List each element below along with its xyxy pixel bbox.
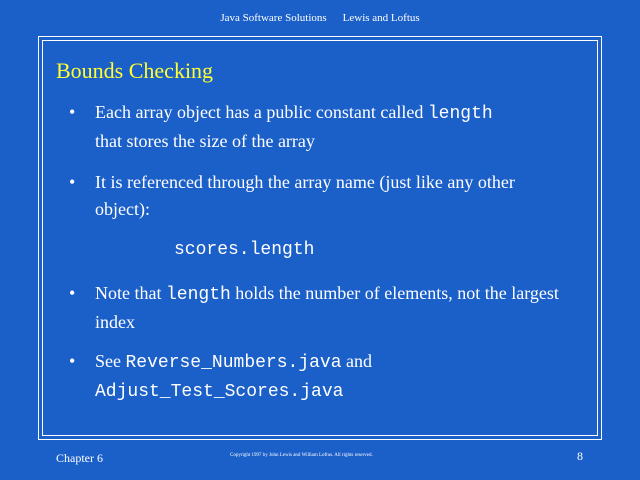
bullet-marker: • (69, 102, 76, 122)
authors: Lewis and Loftus (342, 12, 420, 24)
bullet-3-prefix: Note that (95, 283, 166, 303)
bullet-4-code-2: Adjust_Test_Scores.java (95, 382, 344, 402)
page-number: 8 (577, 449, 583, 463)
copyright-notice: Copyright 1997 by John Lewis and William Loftus. All rights reserved. (230, 453, 373, 458)
chapter-label: Chapter 6 (56, 451, 103, 465)
bullet-marker: • (69, 283, 76, 303)
bullet-4-prefix: See (95, 351, 126, 371)
bullet-item-3 (95, 280, 595, 336)
bullet-4-middle: and (341, 351, 373, 371)
bullet-3-code: length (165, 285, 231, 305)
slide-header (0, 12, 640, 24)
bullet-1-prefix: Each array object has a public constant called (95, 102, 428, 122)
slide-title: Bounds Checking (56, 58, 214, 83)
bullet-2-text: It is referenced through the array name (just like any other object): (95, 172, 515, 219)
bullet-item-1 (95, 99, 595, 155)
book-title: Java Software Solutions (220, 12, 327, 24)
bullet-item-4 (95, 348, 595, 406)
bullet-1-suffix: that stores the size of the array (95, 131, 315, 151)
bullet-marker: • (69, 351, 76, 371)
bullet-1-code: length (427, 104, 493, 124)
bullet-item-2 (95, 169, 565, 223)
bullet-marker: • (69, 172, 76, 192)
bullet-3-suffix: holds the number of elements, not the largest index (95, 283, 559, 332)
bullet-4-code-1: Reverse_Numbers.java (125, 353, 342, 373)
code-example: scores.length (174, 240, 315, 260)
